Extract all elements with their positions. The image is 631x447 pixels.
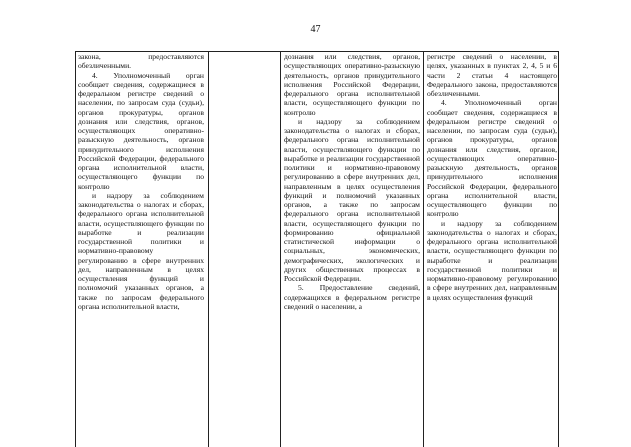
paragraph: закона, предоставляются обезличенными. — [78, 52, 204, 71]
column-divider — [75, 52, 76, 447]
column-divider — [280, 52, 281, 447]
table-column-new-text — [427, 52, 557, 447]
paragraph: регистре сведений о населении, в целях, указанных в пунктах 2, 4, 5 и 6 части 2 статьи 4 настоящего Федерального закона, предоставляются обезличенными. — [427, 52, 557, 98]
paragraph: 5. Предоставление сведений, содержащихся в федеральном регистре сведений о населении, а — [284, 283, 420, 311]
paragraph: 4. Уполномоченный орган сообщает сведения, содержащиеся в федеральном регистре сведений о населении, по запросам суда (судьи), органов прокуратуры, органов дознания или следствия, органов, осуществляющих оперативно-разыскную деятельность, органов принудительного исполнения Российской Федерации, федерального органа исполнительной власти, осуществляющего функции по контролю — [427, 98, 557, 219]
paragraph: и надзору за соблюдением законодательства о налогах и сборах, федерального органа исполнительной власти, осуществляющего функции по выработке и реализации государственной политики и нормативно-правовому регулированию в сфере внутренних дел, направленным в целях осуществления функций — [427, 218, 557, 302]
comparison-table — [75, 51, 559, 447]
paragraph: дознания или следствия, органов, осуществляющих оперативно-разыскную деятельность, органов принудительного исполнения Российской Федерации, федерального органа исполнительной власти, осуществляющего функции по контролю — [284, 52, 420, 117]
table-column-current-text — [78, 52, 204, 447]
paragraph: и надзору за соблюдением законодательства о налогах и сборах, федерального органа исполнительной власти, осуществляющего функции по выработке и реализации государственной политики и нормативно-правовому регулированию в сфере внутренних дел, направленным в целях осуществления функций и полномочий указанных органов, а также по запросам федерального органа исполнительной власти, осуществляющего функции по формированию официальной статистической информации о социальных, экономических, демографических, экологических и других общественных процессах в Российской Федерации. — [284, 116, 420, 283]
paragraph: 4. Уполномоченный орган сообщает сведения, содержащиеся в федеральном регистре сведений о населении, по запросам суда (судьи), органов прокуратуры, органов дознания или следствия, органов, осуществляющих оперативно-разыскную деятельность, органов принудительного исполнения Российской Федерации, федерального органа исполнительной власти, осуществляющего функции по контролю — [78, 70, 204, 191]
table-column-amendment-text — [284, 52, 420, 447]
page-number: 47 — [310, 24, 321, 35]
column-divider — [558, 52, 559, 447]
column-divider — [423, 52, 424, 447]
paragraph: и надзору за соблюдением законодательства о налогах и сборах, федерального органа исполнительной власти, осуществляющего функции по выработке и реализации государственной политики и нормативно-правовому регулированию в сфере внутренних дел, направленным в целях осуществления функций и полномочий указанных органов, а также по запросам федерального органа исполнительной власти, — [78, 190, 204, 311]
column-divider — [208, 52, 209, 447]
